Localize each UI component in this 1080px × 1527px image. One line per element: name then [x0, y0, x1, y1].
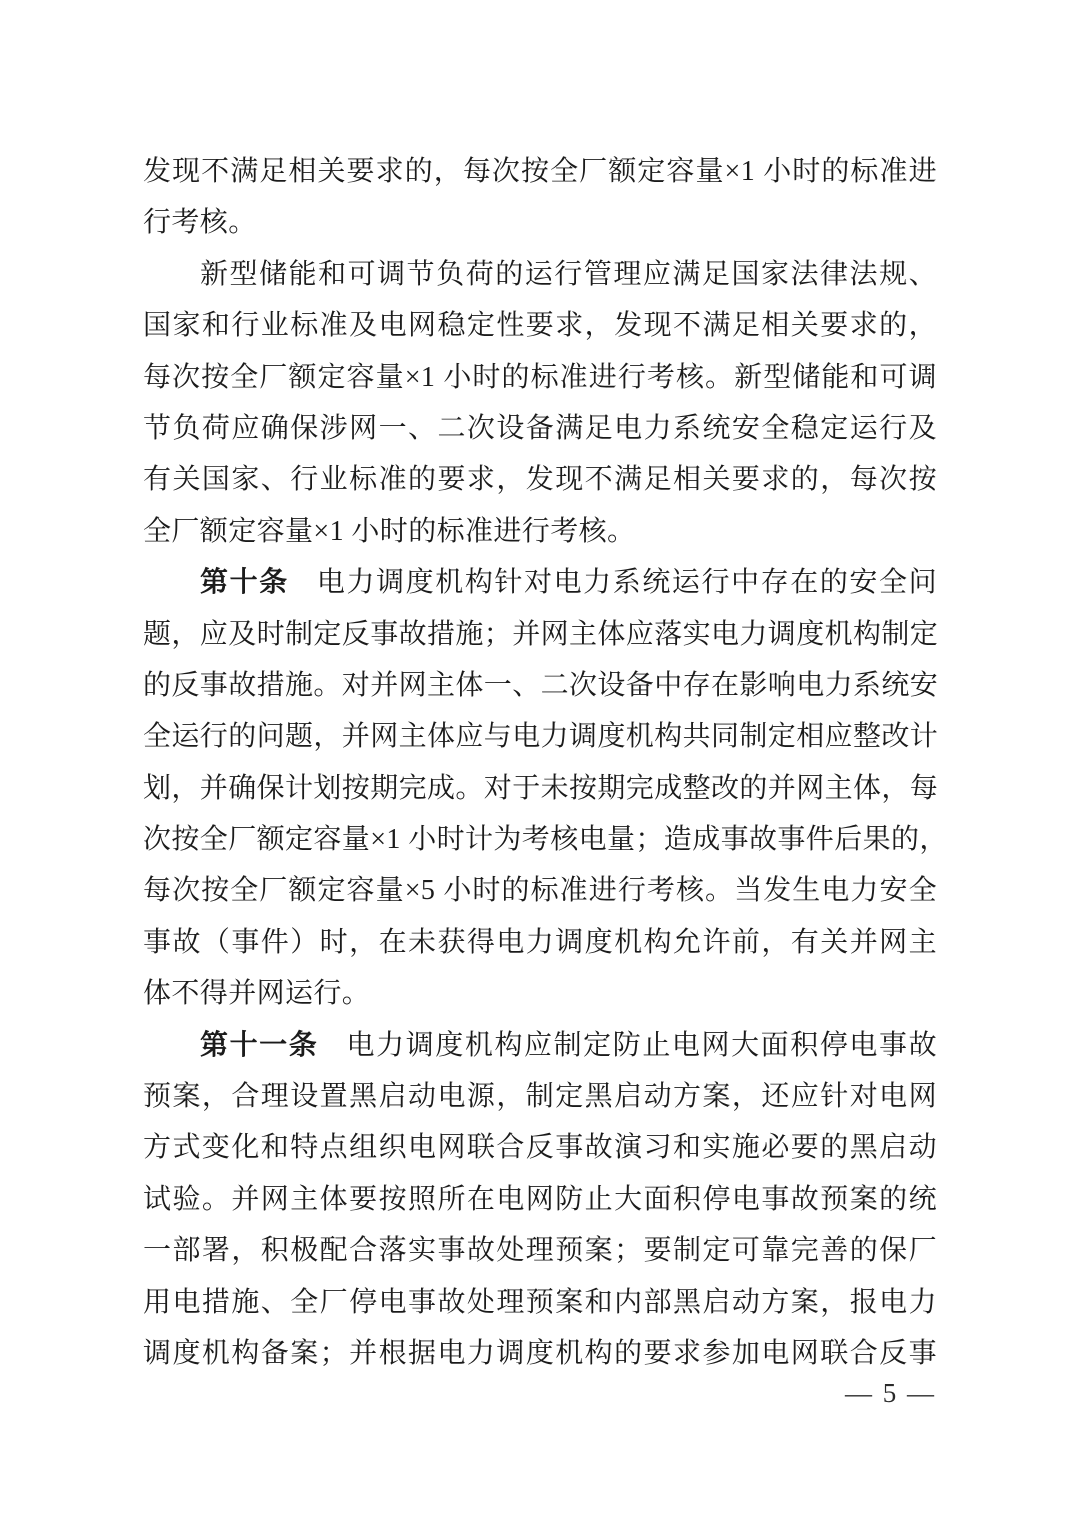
text-line: 国家和行业标准及电网稳定性要求，发现不满足相关要求的，	[143, 310, 937, 342]
text-line: 用电措施、全厂停电事故处理预案和内部黑启动方案，报电力	[143, 1286, 937, 1318]
text-line: 每次按全厂额定容量×1 小时的标准进行考核。新型储能和可调	[143, 361, 937, 393]
text-line: 预案，合理设置黑启动电源，制定黑启动方案，还应针对电网	[143, 1081, 937, 1113]
line-text: 电力调度机构针对电力系统运行中存在的安全问	[315, 567, 937, 599]
text-line: 行考核。	[143, 207, 257, 239]
text-line: 试验。并网主体要按照所在电网防止大面积停电事故预案的统	[143, 1183, 937, 1215]
text-line: 发现不满足相关要求的，每次按全厂额定容量×1 小时的标准进	[143, 156, 937, 187]
text-line: 题，应及时制定反事故措施；并网主体应落实电力调度机构制定	[143, 618, 939, 650]
text-line: 事故（事件）时，在未获得电力调度机构允许前，有关并网主	[143, 926, 937, 958]
text-line: 调度机构备案；并根据电力调度机构的要求参加电网联合反事	[143, 1337, 937, 1369]
text-line	[143, 557, 937, 608]
text-line: 新型储能和可调节负荷的运行管理应满足国家法律法规、	[200, 258, 937, 290]
article-number: 第十条	[200, 567, 289, 599]
article-number: 第十一条	[200, 1029, 319, 1061]
text-line: 一部署，积极配合落实事故处理预案；要制定可靠完善的保厂	[143, 1235, 937, 1267]
document-body	[143, 146, 948, 1379]
text-line: 节负荷应确保涉网一、二次设备满足电力系统安全稳定运行及	[143, 412, 937, 444]
text-line: 有关国家、行业标准的要求，发现不满足相关要求的，每次按	[143, 464, 937, 496]
text-line	[143, 1020, 937, 1071]
text-line: 次按全厂额定容量×1 小时计为考核电量；造成事故事件后果的，	[143, 824, 948, 856]
text-line: 体不得并网运行。	[143, 978, 371, 1010]
text-line: 每次按全厂额定容量×5 小时的标准进行考核。当发生电力安全	[143, 875, 937, 907]
line-text: 电力调度机构应制定防止电网大面积停电事故	[345, 1029, 937, 1061]
text-line: 划，并确保计划按期完成。对于未按期完成整改的并网主体，每	[143, 772, 939, 804]
text-line: 全厂额定容量×1 小时的标准进行考核。	[143, 515, 636, 547]
text-line: 全运行的问题，并网主体应与电力调度机构共同制定相应整改计	[143, 721, 939, 753]
page-number: — 5 —	[845, 1378, 936, 1408]
text-line: 方式变化和特点组织电网联合反事故演习和实施必要的黑启动	[143, 1132, 937, 1164]
text-line: 的反事故措施。对并网主体一、二次设备中存在影响电力系统安	[143, 669, 939, 701]
